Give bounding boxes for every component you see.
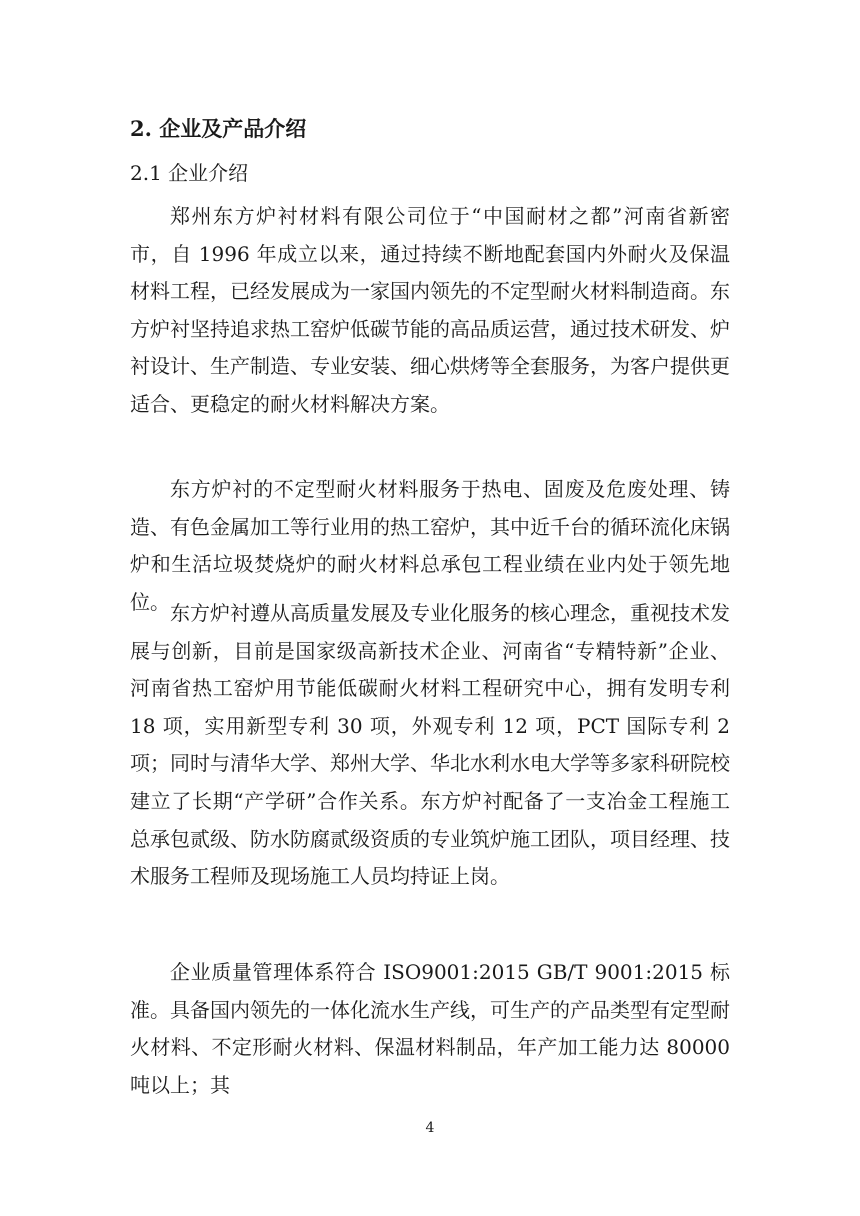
paragraph-innovation: 东方炉衬遵从高质量发展及专业化服务的核心理念，重视技术发展与创新，目前是国家级高新技术企业、河南省“专精特新”企业、河南省热工窑炉用节能低碳耐火材料工程研究中心，拥有发明专利 18 项，实用新型专利 30 项，外观专利 12 项，PCT 国际专利 2 项；同时与清华大学、郑州大学、华北水利水电大学等多家科研院校建立了长期“产学研”合作关系。东方炉衬配备了一支冶金工程施工总承包贰级、防水防腐贰级资质的专业筑炉施工团队，项目经理、技术服务工程师及现场施工人员均持证上岗。 — [130, 601, 730, 889]
page-number: 4 — [425, 1120, 435, 1136]
section-heading: 2. 企业及产品介绍 — [130, 116, 307, 141]
paragraph-company-overview: 郑州东方炉衬材料有限公司位于“中国耐材之都”河南省新密市，自 1996 年成立以来，通过持续不断地配套国内外耐火及保温材料工程，已经发展成为一家国内领先的不定型耐火材料制造商。东方炉衬坚持追求热工窑炉低碳节能的高品质运营，通过技术研发、炉衬设计、生产制造、专业安装、细心烘烤等全套服务，为客户提供更适合、更稳定的耐火材料解决方案。 — [130, 204, 730, 416]
paragraph-services: 东方炉衬的不定型耐火材料服务于热电、固废及危废处理、铸造、有色金属加工等行业用的热工窑炉，其中近千台的循环流化床锅炉和生活垃圾焚烧炉的耐火材料总承包工程业绩在业内处于领先地位。 — [130, 477, 730, 614]
subsection-heading: 2.1 企业介绍 — [130, 161, 249, 185]
paragraph-quality: 企业质量管理体系符合 ISO9001:2015 GB/T 9001:2015 标准。具备国内领先的一体化流水生产线，可生产的产品类型有定型耐火材料、不定形耐火材料、保温材料制品，年产加工能力达 80000 吨以上；其 — [130, 960, 730, 1097]
